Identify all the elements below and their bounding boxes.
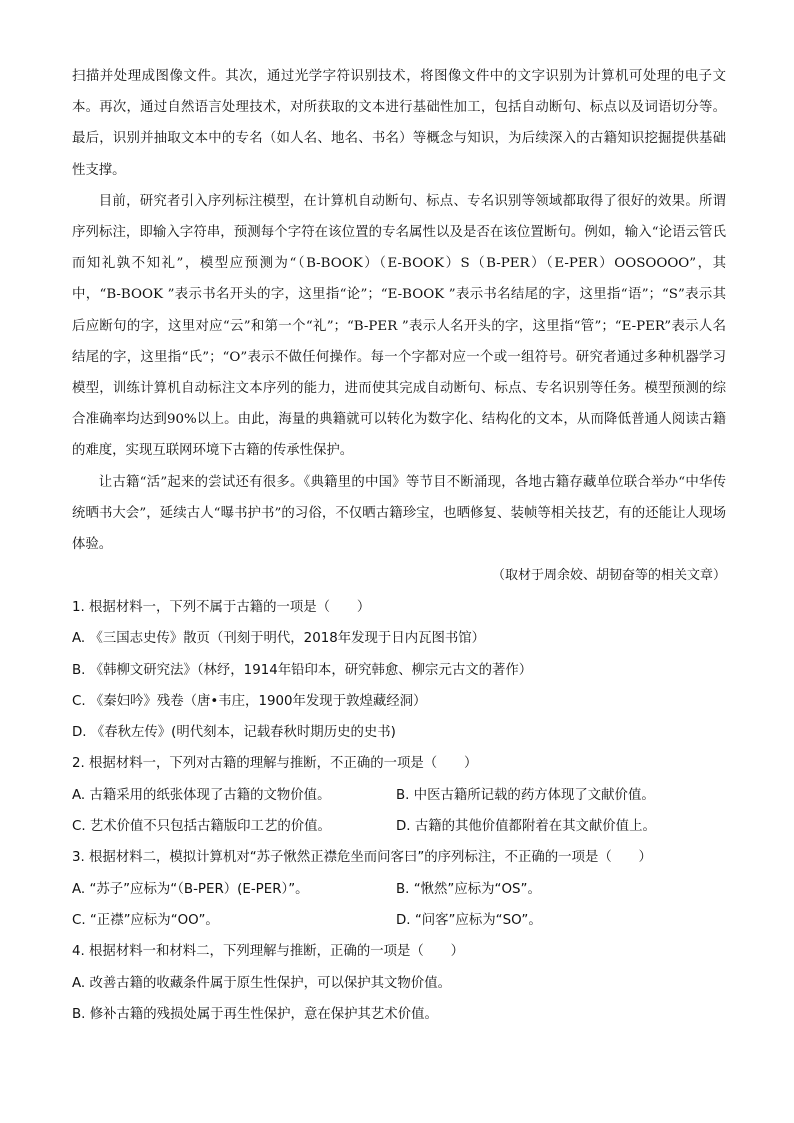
question-3-option-a: A. “苏子”应标为“（B-PER）(E-PER）”。 bbox=[72, 881, 309, 897]
question-4-option-a: A. 改善古籍的收藏条件属于原生性保护，可以保护其文物价值。 bbox=[72, 975, 451, 991]
source-note: （取材于周余姣、胡韧奋等的相关文章） bbox=[491, 568, 726, 584]
question-3-options-row-1 bbox=[72, 874, 732, 905]
question-1-option-c: C. 《秦妇吟》残卷（唐•韦庄，1900年发现于敦煌藏经洞） bbox=[72, 693, 427, 709]
question-3-option-b: B. “愀然”应标为“OS”。 bbox=[396, 881, 541, 897]
question-3-option-c: C. “正襟”应标为“OO”。 bbox=[72, 912, 219, 928]
reading-material bbox=[72, 61, 726, 591]
question-1-option-d: D. 《春秋左传》(明代刻本，记载春秋时期历史的史书) bbox=[72, 725, 396, 741]
question-2-options-row-1 bbox=[72, 780, 732, 811]
material-paragraph-2: 目前，研究者引入序列标注模型，在计算机自动断句、标点、专名识别等领域都取得了很好的效果。所谓序列标注，即输入字符串，预测每个字符在该位置的专名属性以及是否在该位置断句。例如，输入“论语云管氏而知礼孰不知礼”，模型应预测为“（B-BOOK）（E-BOOK）S（B-PER）（E-PER）OOSOOOO”，其中，“B-BOOK ”表示书名开头的字，这里指“论”；“E-BOOK ”表示书名结尾的字，这里指“语”；“S”表示其后应断句的字，这里对应“云”和第一个“礼”；“B-PER ”表示人名开头的字，这里指“管”；“E-PER”表示人名结尾的字，这里指“氏”；“O”表示不做任何操作。每一个字都对应一个或一组符号。研究者通过多种机器学习模型，训练计算机自动标注文本序列的能力，进而使其完成自动断句、标点、专名识别等任务。模型预测的综合准确率均达到90%以上。由此，海量的典籍就可以转化为数字化、结构化的文本，从而降低普通人阅读古籍的难度，实现互联网环境下古籍的传承性保护。 bbox=[72, 193, 726, 459]
question-1-stem: 1. 根据材料一，下列不属于古籍的一项是（ ） bbox=[72, 600, 371, 615]
question-2-option-c: C. 艺术价值不只包括古籍版印工艺的价值。 bbox=[72, 819, 331, 835]
question-2-option-d: D. 古籍的其他价值都附着在其文献价值上。 bbox=[396, 819, 656, 835]
question-3-option-d: D. “问客”应标为“SO”。 bbox=[396, 912, 542, 928]
question-2-stem: 2. 根据材料一，下列对古籍的理解与推断，不正确的一项是（ ） bbox=[72, 756, 478, 772]
question-3-stem: 3. 根据材料二，模拟计算机对“苏子愀然正襟危坐而问客曰”的序列标注，不正确的一项是（ ） bbox=[72, 850, 652, 866]
question-4-option-b: B. 修补古籍的残损处属于再生性保护，意在保护其艺术价值。 bbox=[72, 1006, 438, 1022]
question-list bbox=[72, 592, 732, 1030]
question-2-option-b: B. 中医古籍所记载的药方体现了文献价值。 bbox=[396, 787, 655, 803]
question-1-option-b: B. 《韩柳文研究法》（林纾，1914年铅印本，研究韩愈、柳宗元古文的著作） bbox=[72, 662, 533, 678]
question-2-option-a: A. 古籍采用的纸张体现了古籍的文物价值。 bbox=[72, 787, 331, 803]
material-paragraph-3: 让古籍“活”起来的尝试还有很多。《典籍里的中国》等节目不断涌现，各地古籍存藏单位联合举办“中华传统晒书大会”，延续古人“曝书护书”的习俗，不仅晒古籍珍宝，也晒修复、装帧等相关技艺，有的还能让人现场体验。 bbox=[72, 474, 726, 553]
question-4-stem: 4. 根据材料一和材料二，下列理解与推断，正确的一项是（ ） bbox=[72, 944, 464, 960]
question-1-option-a: A. 《三国志史传》散页（刊刻于明代，2018年发现于日内瓦图书馆） bbox=[72, 631, 486, 647]
question-2-options-row-2 bbox=[72, 811, 732, 842]
question-3-options-row-2 bbox=[72, 905, 732, 936]
material-paragraph-1: 扫描并处理成图像文件。其次，通过光学字符识别技术，将图像文件中的文字识别为计算机可处理的电子文本。再次，通过自然语言处理技术，对所获取的文本进行基础性加工，包括自动断句、标点以及词语切分等。最后，识别并抽取文本中的专名（如人名、地名、书名）等概念与知识，为后续深入的古籍知识挖掘提供基础性支撑。 bbox=[72, 69, 726, 178]
